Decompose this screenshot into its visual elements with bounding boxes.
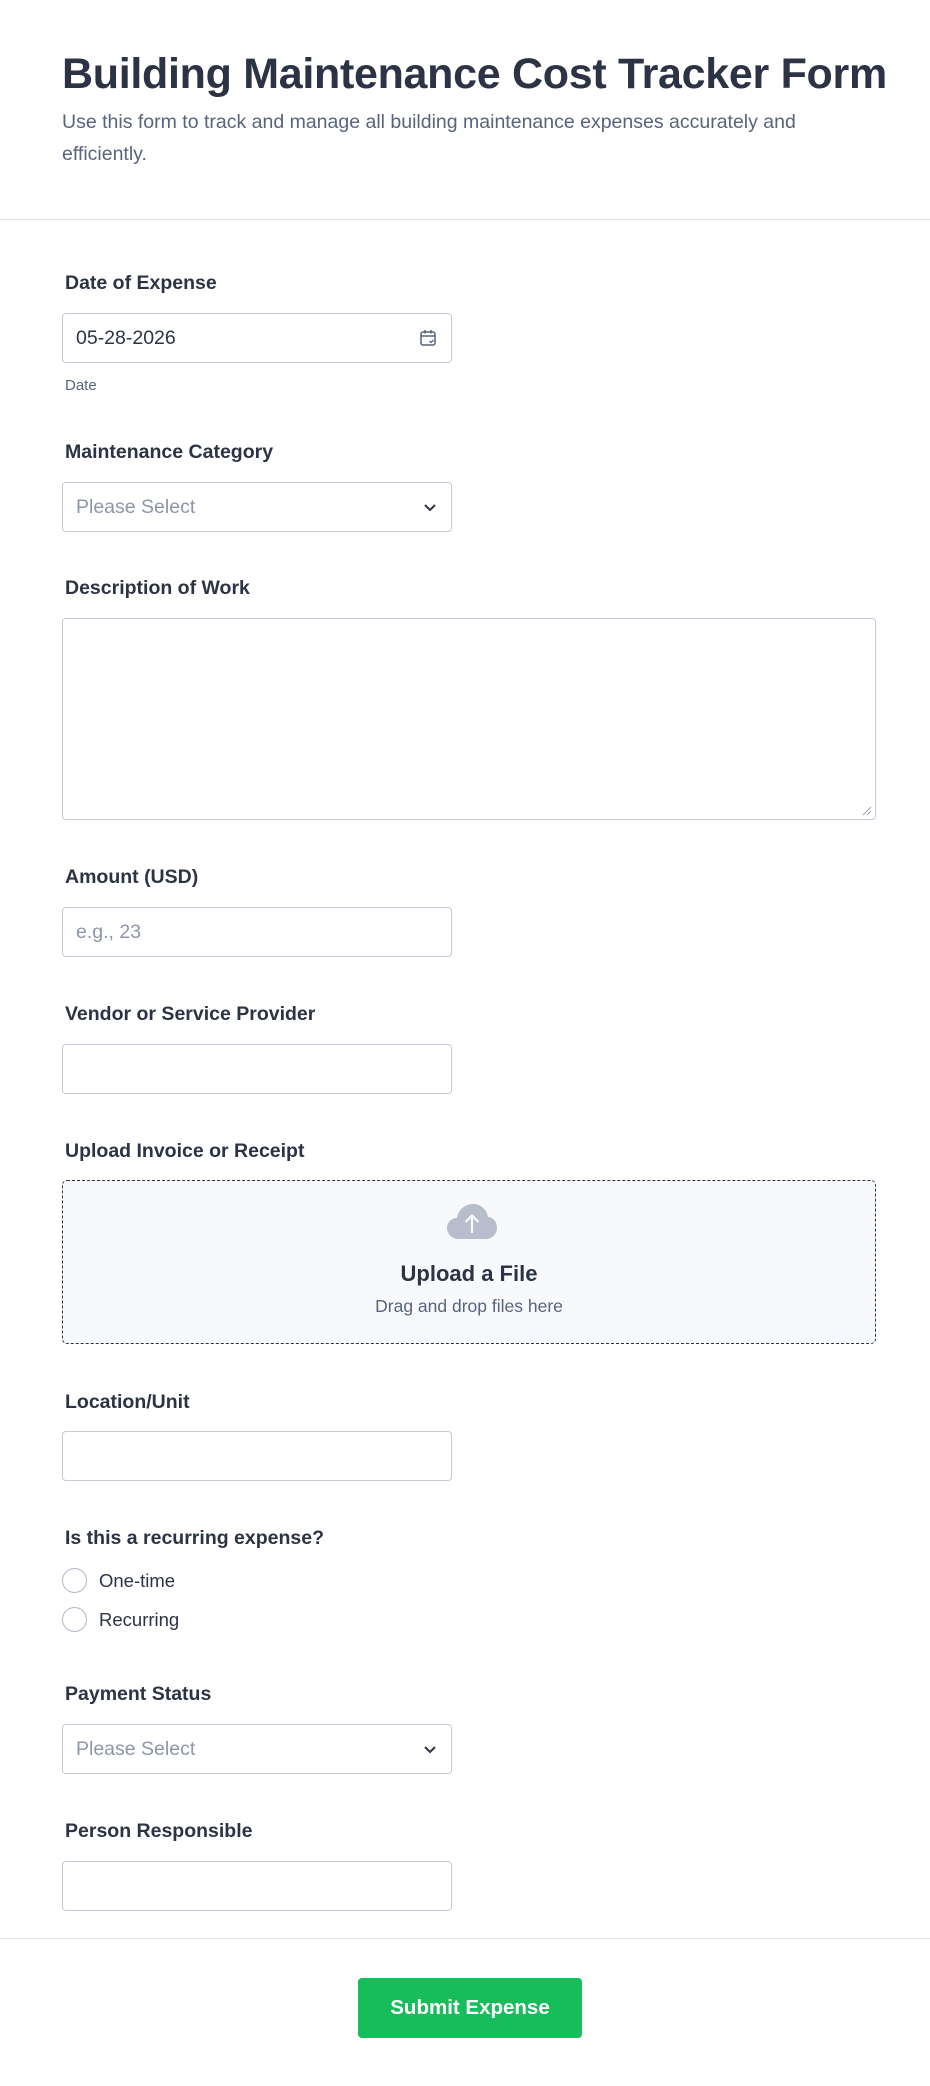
category-placeholder: Please Select [76,495,196,518]
chevron-down-icon [423,1743,437,1757]
category-label: Maintenance Category [65,441,274,463]
category-select[interactable] [62,482,452,532]
radio-option-recurring[interactable] [62,1607,179,1632]
upload-hint: Drag and drop files here [375,1296,563,1316]
date-sublabel: Date [65,377,97,394]
person-label: Person Responsible [65,1820,253,1842]
footer-divider [0,1938,930,1939]
date-label: Date of Expense [65,272,217,294]
form-header [0,0,930,220]
vendor-label: Vendor or Service Provider [65,1003,316,1025]
submit-expense-button[interactable]: Submit Expense [358,1978,582,2038]
payment-status-label: Payment Status [65,1683,212,1705]
amount-label: Amount (USD) [65,866,199,888]
upload-label: Upload Invoice or Receipt [65,1140,305,1162]
date-value: 05-28-2026 [76,326,176,349]
description-textarea[interactable] [62,618,876,820]
vendor-input[interactable] [62,1044,452,1094]
radio-option-one-time[interactable] [62,1568,175,1593]
person-input[interactable] [62,1861,452,1911]
radio-label-one-time: One-time [99,1569,176,1591]
cloud-upload-icon [446,1203,498,1241]
payment-status-placeholder: Please Select [76,1737,196,1760]
radio-button[interactable] [62,1568,87,1593]
location-input[interactable] [62,1431,452,1481]
form-subtitle: Use this form to track and manage all building maintenance expenses accurately and efficiently. [62,111,796,165]
description-label: Description of Work [65,577,250,599]
resize-handle-icon[interactable] [860,804,872,816]
amount-input[interactable] [62,907,452,957]
calendar-icon[interactable] [419,329,437,347]
upload-title: Upload a File [400,1261,538,1286]
recurring-label: Is this a recurring expense? [65,1527,325,1549]
amount-placeholder: e.g., 23 [76,920,142,943]
radio-label-recurring: Recurring [99,1608,180,1630]
radio-button[interactable] [62,1607,87,1632]
form-title: Building Maintenance Cost Tracker Form [62,50,887,98]
chevron-down-icon [423,501,437,515]
file-upload-dropzone[interactable] [62,1180,876,1344]
date-input[interactable] [62,313,452,363]
location-label: Location/Unit [65,1391,190,1413]
payment-status-select[interactable] [62,1724,452,1774]
